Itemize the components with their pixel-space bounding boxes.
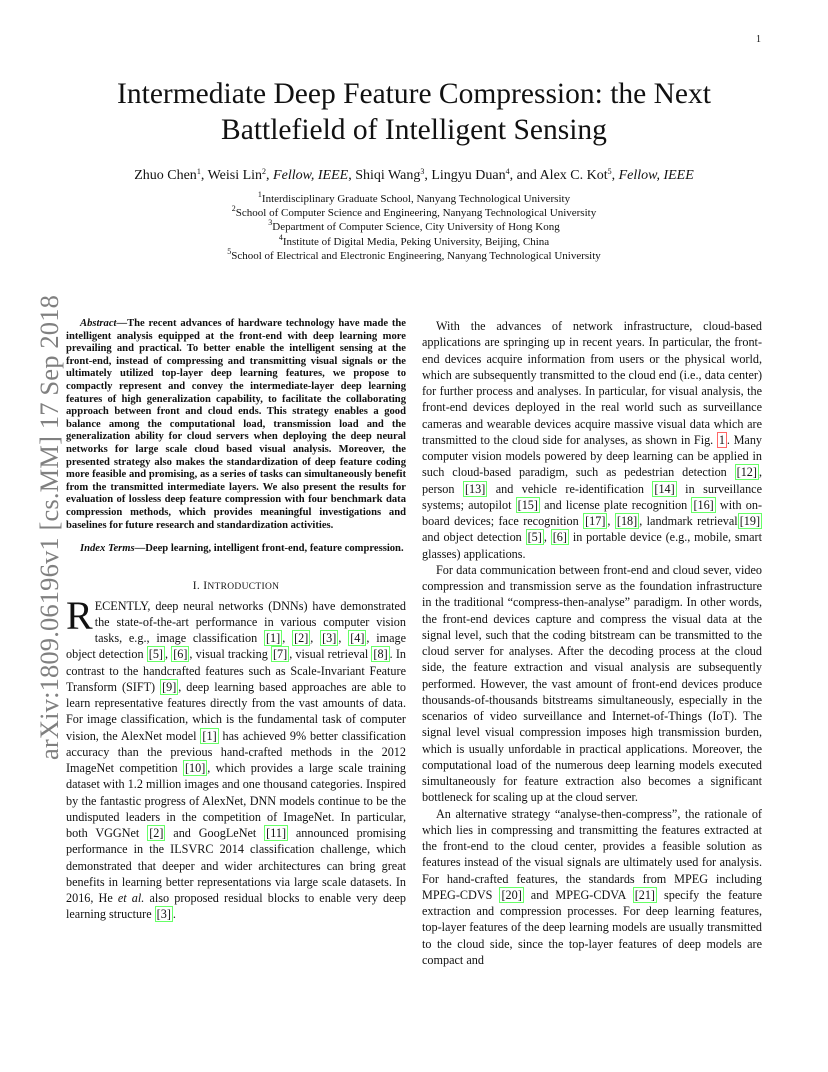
affiliation: $^5$School of Electrical and Electronic Engineering, Nanyang Technological University (227, 246, 601, 262)
citation-link[interactable]: [18] (616, 514, 638, 528)
index-terms-text: —Deep learning, intelligent front-end, feature compression. (134, 543, 404, 555)
section-numeral: I. (192, 579, 201, 592)
citation-link[interactable]: [9] (162, 679, 177, 694)
index-terms (66, 543, 406, 556)
citation-link[interactable]: [16] (693, 497, 714, 512)
italic-text: et al. (117, 891, 145, 906)
section-rest: NTRODUCTION (207, 581, 280, 592)
citation-link[interactable]: [2] (294, 631, 309, 646)
citation-link[interactable]: [1] (202, 728, 217, 743)
citation-link[interactable]: [17] (585, 514, 606, 528)
author: Alex C. Kot$^5$, Fellow, IEEE (539, 167, 694, 183)
intro-paragraph-4: An alternative strategy “analyse-then-compress”, the rationale of which lies in compressing and transmitting the features extracted at the front-end to the cloud center, provides a feasible solution as features instead of the visual signals are ultimately used for analysis. For hand-crafted features, the standards from MPEG including MPEG-CDVS [20] and MPEG-CDVA [21] specify the feature extraction and compression processes. For deep learning features, top-layer features of the deep learning models are usually transmitted to the cloud side, since the top-layer features of deep models are compact and (422, 806, 762, 967)
author-list: Zhuo Chen$^1$, Weisi Lin$^2$, Fellow, IEEE, Shiqi Wang$^3$, Lingyu Duan$^4$, and Alex C. Kot$^5$, Fellow, IEEE (134, 167, 694, 183)
citation-link[interactable]: [10] (184, 761, 206, 776)
right-column (422, 318, 762, 968)
author-affiliation-marker: 4 (505, 167, 510, 176)
abstract-lead: Abstract (80, 318, 117, 329)
author-affiliation-marker: 1 (196, 167, 201, 176)
citation-link[interactable]: [11] (266, 826, 287, 841)
left-column (66, 318, 406, 923)
citation-link[interactable]: [13] (464, 481, 486, 496)
citation-link[interactable]: [4] (350, 631, 365, 646)
citation-link[interactable]: [2] (149, 826, 164, 841)
affiliation-marker: 2 (231, 204, 236, 214)
section-initial: I (203, 579, 208, 592)
intro-paragraph-3: For data communication between front-end and cloud sever, video compression and transmission serve as the foundation infrastructure in the traditional “compress-then-analyse” paradigm. In other words, the front-end devices capture and compress the visual data at the signal level, such that the coding bitstream can be transmitted to the cloud server for analyses. After the decoding process at the cloud side, the feature extraction and visual analysis are subsequently performed. However, the vast amount of front-end devices produce thousands-of-thousands bitstreams simultaneously, especially in the scenarios of video surveillance and Internet-of-Things (IoT). The signal level visual compression imposes high transmission burden, which is usually unfordable in practical applications. Moreover, the computational load of the numerous deep learning models executed simultaneously for feature extraction also becomes a significant bottleneck for scaling up at the cloud server. (422, 562, 762, 805)
citation-link[interactable]: [5] (148, 647, 163, 662)
affiliation-marker: 3 (268, 218, 273, 228)
affiliation: $^1$Interdisciplinary Graduate School, Nanyang Technological University (257, 190, 571, 205)
author-affiliation-marker: 5 (607, 167, 612, 176)
title-line-2: Battlefield of Intelligent Sensing (221, 114, 607, 146)
title-line-1: Intermediate Deep Feature Compression: the Next (117, 78, 711, 110)
figure-reference-link[interactable]: 1 (718, 432, 725, 447)
citation-link[interactable]: [3] (322, 631, 337, 646)
affiliation: $^2$School of Computer Science and Engineering, Nanyang Technological University (231, 204, 597, 220)
section-heading-introduction (66, 580, 406, 592)
citation-link[interactable]: [8] (373, 647, 388, 662)
citation-link[interactable]: [20] (501, 887, 522, 902)
citation-link[interactable]: [5] (527, 530, 542, 545)
intro-paragraph-1-text: ECENTLY, deep neural networks (DNNs) have demonstrated the state-of-the-art performance in various computer vision tasks, e.g., image classification [1] , [2] , [3] , [4] , image object detection [5] , [6] , visual tracking [7] , visual retrieval [8] . In contrast to the handcrafted features such as Scale-Invariant Feature Transform (SIFT) [9] , deep learning based approaches are able to learn representative features directly from the vast amounts of data. For image classification, which is the fundamental task of computer vision, the AlexNet model [1] has achieved 9% better classification accuracy than the previous hand-crafted methods in the 2012 ImageNet competition [10] , which provides a large scale training dataset with 1.2 million images and one thousand categories. Inspired by the fantastic progress of AlexNet, DNN models continue to be the undisputed leaders in the competition of ImageNet. In particular, both VGGNet [2] and GoogLeNet [11] announced promising performance in the ILSVRC 2014 classification challenge, which demonstrated that deeper and wider architectures can bring great benefits in learning better representations via large scale datasets. In 2016, He et al. also proposed residual blocks to enable very deep learning structure [3] . (66, 598, 407, 922)
intro-paragraph-1 (66, 592, 407, 923)
arxiv-stamp-text: arXiv:1809.06196v1 [cs.MM] 17 Sep 2018 (34, 295, 64, 760)
drop-cap: R (66, 592, 93, 638)
abstract (66, 318, 406, 532)
abstract-text: —The recent advances of hardware technology have made the intelligent analysis equipped at the front-end with deep learning more prevailing and practical. To better enable the intelligent sensing at the front-end, instead of compressing and transmitting visual signals or the ultimately utilized top-layer deep learning features, we propose to compactly represent and convey the intermediate-layer deep learning features of high generalization capability, to facilitate the collaborating approach between front and cloud ends. This strategy enables a good balance among the computational load, transmission load and the generalization ability for cloud servers when deploying the deep neural networks for large scale cloud based visual analysis. Moreover, the presented strategy also makes the standardization of deep feature coding more feasible and promising, as a series of tasks can simultaneously benefit from the transmitted intermediate layers. We also present the results for evaluation of lossless deep feature compression with four benchmark data compression methods, which provides meaningful investigations and baselines for future research and standardization activities. (66, 318, 406, 531)
citation-link[interactable]: [21] (634, 887, 655, 902)
affiliation-list (60, 192, 768, 263)
citation-link[interactable]: [12] (736, 465, 757, 480)
citation-link[interactable]: [6] (173, 647, 188, 662)
affiliation-marker: 5 (227, 246, 232, 256)
citation-link[interactable]: [1] (266, 631, 281, 646)
page-number: 1 (756, 34, 761, 45)
author: Lingyu Duan$^4$ (431, 167, 510, 183)
intro-paragraph-2: With the advances of network infrastructure, cloud-based applications are springing up in recent years. In particular, the front-end devices acquire information from users or the physical world, which are subsequently transmitted to the cloud end (i.e., data center) for further process and analyses. In particular, for visual analysis, the front-end devices deployed in the real world such as surveillance cameras and wearable devices acquire massive visual data which are transmitted to the cloud side for analyses, as shown in Fig. 1 . Many computer vision models powered by deep learning can be applied in such cloud-based paradigm, such as pedestrian detection [12] , person [13] and vehicle re-identification [14] in surveillance systems; autopilot [15] and license plate recognition [16] with on-board devices; face recognition [17] , [18] , landmark retrieval [19] and object detection [5] , [6] in portable device (e.g., mobile, smart glasses) applications. (422, 319, 763, 561)
author-affiliation-marker: 2 (262, 167, 267, 176)
citation-link[interactable]: [7] (272, 647, 288, 662)
citation-link[interactable]: [6] (552, 530, 567, 545)
author: Shiqi Wang$^3$ (355, 167, 425, 183)
affiliation-marker: 1 (257, 190, 262, 199)
author-title: Fellow, IEEE (618, 168, 694, 183)
affiliation: $^4$Institute of Digital Media, Peking University, Beijing, China (278, 232, 550, 248)
author: Zhuo Chen$^1$ (134, 167, 201, 183)
arxiv-stamp (14, 270, 64, 760)
index-terms-lead: Index Terms (80, 543, 135, 555)
citation-link[interactable]: [14] (654, 481, 675, 496)
author: Weisi Lin$^2$, Fellow, IEEE (207, 167, 349, 183)
citation-link[interactable]: [3] (156, 907, 171, 922)
citation-link[interactable]: [15] (517, 497, 538, 512)
affiliation-marker: 4 (278, 232, 283, 242)
author-affiliation-marker: 3 (420, 167, 425, 176)
author-title: Fellow, IEEE (273, 168, 349, 183)
paper-title (60, 76, 768, 148)
affiliation: $^3$Department of Computer Science, City University of Hong Kong (268, 218, 560, 234)
citation-link[interactable]: [19] (739, 514, 761, 528)
